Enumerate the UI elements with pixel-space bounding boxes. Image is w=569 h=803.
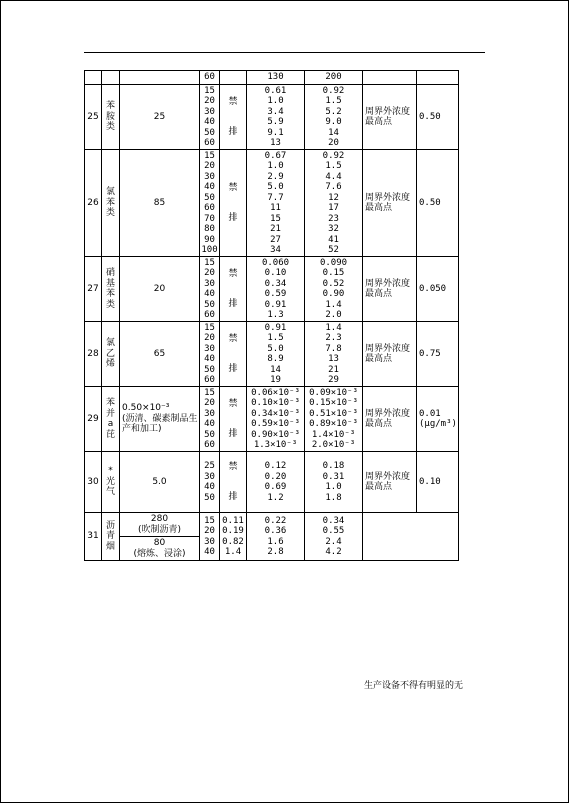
table-row-continued	[85, 71, 459, 85]
rate-cell: 15 20 30 40 50 60	[200, 257, 220, 322]
location-cell: 周界外浓度最高点	[363, 257, 417, 322]
no-cell	[85, 71, 102, 85]
emission-standards-table	[84, 70, 459, 561]
c1-cell: 0.060 0.10 0.34 0.59 0.91 1.3	[247, 257, 305, 322]
limit-cell: 0.01 (μg/m³)	[417, 387, 459, 452]
rate-cell: 15 20 30 40 50 60	[200, 322, 220, 387]
name-cell: 沥 青 烟	[102, 513, 120, 561]
no-cell: 30	[85, 452, 102, 513]
concentration-cell: 5.0	[120, 452, 200, 513]
table-row	[85, 85, 459, 150]
limit-cell: 0.50	[417, 85, 459, 150]
c1-cell: 0.67 1.0 2.9 5.0 7.7 11 15 21 27 34	[247, 150, 305, 257]
location-cell: 周界外浓度最高点	[363, 387, 417, 452]
location-cell: 周界外浓度最高点	[363, 150, 417, 257]
limit-cell	[417, 71, 459, 85]
concentration-cell: 20	[120, 257, 200, 322]
c1-cell: 0.91 1.5 5.0 8.9 14 19	[247, 322, 305, 387]
ban-cell: 禁 排	[220, 452, 247, 513]
concentration-cell: 85	[120, 150, 200, 257]
name-cell: 氯 乙 烯	[102, 322, 120, 387]
concentration-cell	[120, 71, 200, 85]
c2-cell: 200	[305, 71, 363, 85]
c2-cell: 0.92 1.5 4.4 7.6 12 17 23 32 41 52	[305, 150, 363, 257]
name-cell: 苯 并 a 芘	[102, 387, 120, 452]
ban-cell: 禁 排	[220, 150, 247, 257]
table-row	[85, 322, 459, 387]
rate-cell: 15 20 30 40 50 60	[200, 387, 220, 452]
rate-cell: 15 20 30 40	[200, 513, 220, 561]
location-limit-cell	[363, 513, 459, 561]
location-cell	[363, 71, 417, 85]
name-cell: * 光 气	[102, 452, 120, 513]
ban-cell: 禁 排	[220, 387, 247, 452]
concentration-cell: 25	[120, 85, 200, 150]
no-cell: 31	[85, 513, 102, 561]
c2-cell: 0.92 1.5 5.2 9.0 14 20	[305, 85, 363, 150]
rate-cell: 15 20 30 40 50 60 70 80 90 100	[201, 150, 218, 255]
table-row	[85, 452, 459, 513]
limit-cell: 0.050	[417, 257, 459, 322]
name-cell: 苯 胺 类	[102, 85, 120, 150]
no-cell: 26	[85, 150, 102, 257]
limit-cell: 0.50	[417, 150, 459, 257]
c1-cell: 0.06×10⁻³ 0.10×10⁻³ 0.34×10⁻³ 0.59×10⁻³ 0.90×10⁻³ 1.3×10⁻³	[247, 387, 305, 452]
c2-cell: 0.34 0.55 2.4 4.2	[305, 513, 363, 561]
name-cell: 硝 基 苯 类	[102, 257, 120, 322]
concentration-a: 280 (吹制沥青)	[120, 513, 199, 537]
ban-cell: 禁 排	[220, 322, 247, 387]
concentration-b: 80 (熔炼、浸涂)	[133, 538, 186, 559]
rate-cell: 15 20 30 40 50 60	[200, 85, 220, 150]
c1-cell: 0.61 1.0 3.4 5.9 9.1 13	[247, 85, 305, 150]
name-cell	[102, 71, 120, 85]
concentration-cell: 65	[120, 322, 200, 387]
location-cell: 周界外浓度最高点	[363, 85, 417, 150]
no-cell: 28	[85, 322, 102, 387]
c2-cell: 0.09×10⁻³ 0.15×10⁻³ 0.51×10⁻³ 0.89×10⁻³ 1.4×10⁻³ 2.0×10⁻³	[305, 387, 363, 452]
limit-cell: 0.75	[417, 322, 459, 387]
ban-cell: 0.11 0.19 0.82 1.4	[220, 513, 247, 561]
c1-cell: 130	[247, 71, 305, 85]
c2-cell: 0.18 0.31 1.0 1.8	[305, 452, 363, 513]
header-rule	[84, 52, 485, 53]
limit-cell: 0.10	[417, 452, 459, 513]
ban-cell: 禁 排	[220, 85, 247, 150]
table-row	[85, 387, 459, 452]
footer-note: 生产设备不得有明显的无	[364, 681, 464, 691]
ban-cell: 禁 排	[220, 257, 247, 322]
c1-cell: 0.22 0.36 1.6 2.8	[247, 513, 305, 561]
ban-cell	[220, 71, 247, 85]
name-cell: 氯 苯 类	[102, 150, 120, 257]
c2-cell: 0.090 0.15 0.52 0.90 1.4 2.0	[305, 257, 363, 322]
location-cell: 周界外浓度最高点	[363, 322, 417, 387]
no-cell: 29	[85, 387, 102, 452]
rate-cell: 60	[200, 71, 220, 85]
no-cell: 27	[85, 257, 102, 322]
concentration-cell: 0.50×10⁻³ (沥清、碳素制品生产和加工)	[120, 387, 200, 452]
rate-cell: 25 30 40 50	[200, 452, 220, 513]
concentration-cell	[120, 513, 200, 561]
table-row	[85, 257, 459, 322]
location-cell: 周界外浓度最高点	[363, 452, 417, 513]
c1-cell: 0.12 0.20 0.69 1.2	[247, 452, 305, 513]
table-row	[85, 513, 459, 561]
table-row	[85, 150, 459, 257]
c2-cell: 1.4 2.3 7.8 13 21 29	[305, 322, 363, 387]
no-cell: 25	[85, 85, 102, 150]
